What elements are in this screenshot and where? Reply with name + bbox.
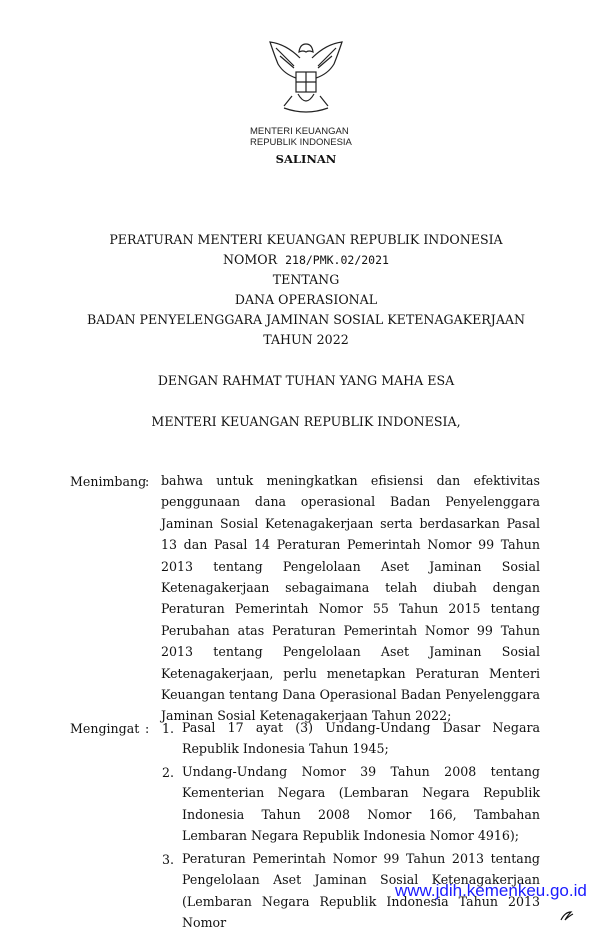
nomor-label: NOMOR bbox=[223, 252, 278, 267]
nomor-value: 218/PMK.02/2021 bbox=[285, 253, 389, 267]
salinan-stamp: SALINAN bbox=[275, 152, 337, 166]
garuda-emblem-icon bbox=[262, 36, 350, 124]
regulation-number bbox=[0, 252, 612, 267]
menimbang-text: bahwa untuk meningkatkan efisiensi dan efektivitas penggunaan dana operasional Badan Penyelenggara Jaminan Sosial Ketenagakerjaan serta berdasarkan Pasal 13 dan Pasal 14 Peraturan Pemerintah Nomor 99 Tahun 2013 tentang Pengelolaan Aset Jaminan Sosial Ketenagakerjaan sebagaimana telah diubah dengan Peraturan Pemerintah Nomor 55 Tahun 2015 tentang Perubahan atas Peraturan Pemerintah Nomor 99 Tahun 2013 tentang Pengelolaan Aset Jaminan Sosial Ketenagakerjaan, perlu menetapkan Peraturan Menteri Keuangan tentang Dana Operasional Badan Penyelenggara Jaminan Sosial Ketenagakerjaan Tahun 2022; bbox=[161, 473, 540, 724]
minister-line: MENTERI KEUANGAN REPUBLIK INDONESIA, bbox=[151, 414, 461, 429]
subject-line-2: BADAN PENYELENGGARA JAMINAN SOSIAL KETENAGAKERJAAN bbox=[86, 312, 526, 327]
item-text: Undang-Undang Nomor 39 Tahun 2008 tentang Kementerian Negara (Lembaran Negara Republik Indonesia Tahun 2008 Nomor 166, Tambahan Lembaran Negara Republik Indonesia Nomor 4916); bbox=[182, 764, 540, 844]
header-republic: REPUBLIK INDONESIA bbox=[250, 137, 352, 148]
item-number: 2. bbox=[162, 765, 175, 780]
item-number: 3. bbox=[162, 852, 175, 867]
item-text: Peraturan Pemerintah Nomor 99 Tahun 2013 tentang Pengelolaan Aset Jaminan Sosial Ketenagakerjaan (Lembaran Negara Republik Indonesia Tahun 2013 Nomor bbox=[182, 851, 540, 931]
tentang-line: TENTANG bbox=[272, 272, 340, 287]
paraf-initial-icon bbox=[560, 910, 574, 922]
jdih-watermark-link[interactable]: www.jdih.kemenkeu.go.id bbox=[395, 881, 587, 900]
subject-line-1: DANA OPERASIONAL bbox=[234, 292, 378, 307]
mengingat-label: Mengingat bbox=[70, 721, 140, 736]
menimbang-colon: : bbox=[145, 474, 150, 489]
menimbang-label: Menimbang bbox=[70, 474, 147, 489]
invocation: DENGAN RAHMAT TUHAN YANG MAHA ESA bbox=[157, 373, 455, 388]
header-ministry: MENTERI KEUANGAN bbox=[250, 126, 349, 137]
mengingat-colon: : bbox=[145, 721, 150, 736]
subject-year: TAHUN 2022 bbox=[263, 332, 349, 347]
regulation-title: PERATURAN MENTERI KEUANGAN REPUBLIK INDONESIA bbox=[109, 232, 503, 247]
item-text: Pasal 17 ayat (3) Undang-Undang Dasar Negara Republik Indonesia Tahun 1945; bbox=[182, 720, 540, 757]
item-number: 1. bbox=[162, 721, 175, 736]
